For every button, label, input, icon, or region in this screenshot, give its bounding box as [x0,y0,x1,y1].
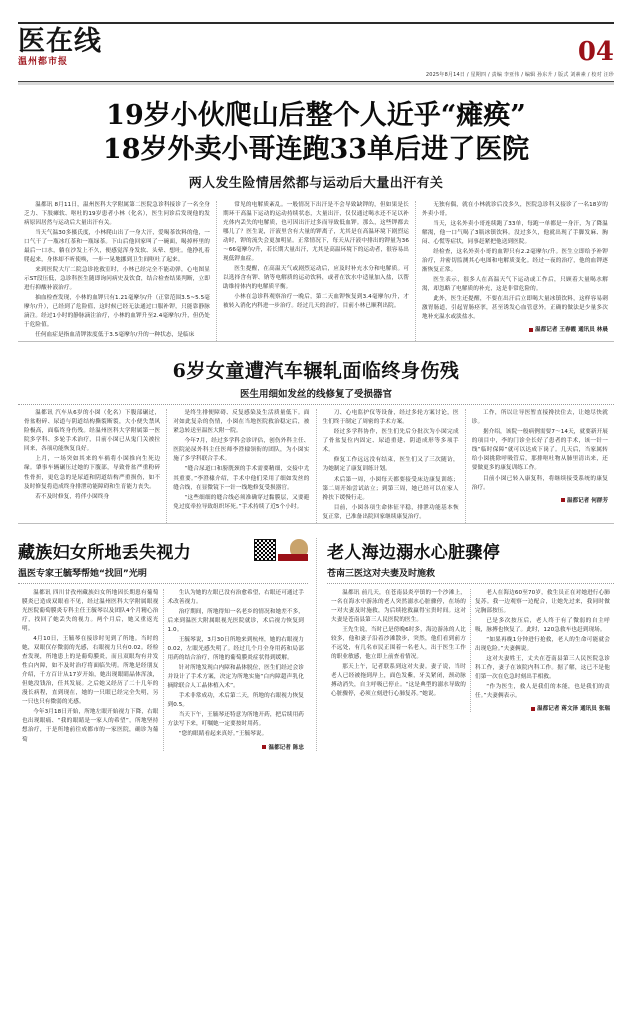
paragraph: “作为医生，救人是我们的本能，也是我们的责任。”夫妻俩表示。 [475,684,610,700]
article1-byline [422,325,608,333]
article1-column-3 [415,201,614,342]
byline-marker-icon [561,498,565,502]
article3-col2-text [168,589,305,740]
paragraph: 任何血症是指血清钾浓度低于3.5毫摩尔/升的一种状态，是临床 [35,332,195,339]
masthead-credits: 2025年8月14日 / 星期四 / 责编 李亚伟 / 编辑 孙东升 / 版式 刘素素 / 校对 汪珍 [425,72,614,78]
paragraph: 4月10日，王毓琴在接诊时见到了所地。当时的她，双眼仅存微弱的光感，右眼视力只有0.02。经检查发现，所地患上的是葡萄膜炎，而且双眼均有并发性白内障，如不及时治疗将面临失明。所地是经朋友介绍，千方百计从17岁开始，她出现眼睛晶体浑浊，但她没钱治，任其发展。之后她又经历了二十几年的漫长病程，直到现在，她的一只眼已经完全失明，另一只也只有微弱的光感。 [22,636,159,706]
article1-headline-line2: 18岁外卖小哥连跑33单后进了医院 [102,133,530,165]
article3-byline [168,743,305,751]
paragraph: 温都讯 8月11日，温州医科大学附属第二医院急诊科接诊了一名全身乏力、下肢瘫软、呕吐的19岁患者小林（化名），医生问诊后发现他的发病原因居然与运动后大量出汗有关。 [24,201,210,226]
paragraph: 医生提醒，在高温天气或剧烈运动后，应及时补充水分和电解质。可以选择含有钾、钠等电解质的运动饮料，或者在饮水中适量加入盐，以帮助维持体内的电解质平衡。 [223,265,409,290]
bottom-articles [18,532,614,751]
masthead-bottom-rule [18,81,614,85]
paragraph: 抽血检查发现，小林的血钾只有1.21毫摩尔/升（正常范围3.5~5.5毫摩尔/升），已经到了危险值，这时候已经无法通过口服补钾，只能靠静脉滴注。经过1小时的静脉滴注治疗，小林的血钾升至2.4毫摩尔/升，但仍处于危险值。 [24,294,210,329]
article1-columns [18,201,614,342]
paragraph: “您的眼睛看起来真好。”王毓琴说。 [178,731,268,738]
byline-marker-icon [531,707,535,711]
paragraph: 王毓琴说，3月30日所地来到杭州，她的右眼视力0.02，左眼光感失明了。经过几个月全身用药和局部用药的结合治疗，所地的葡萄膜炎症状得到缓解。 [167,637,304,662]
paragraph: 据介绍，该院一般病例需要7～14天，就要新开展的项目中，李的门诊全长好了患者的手术，该一针一线“临时保障”就可以达成下岗了。几天后，当家属转给小囡挑除呼吸管后，那排呕吐物从肺里清出来，还要做更多的康复训练工作。 [471,429,608,472]
paragraph: 常见的电解质紊乱。一般情况下出汗是不会导致缺钾的，但如果是长期环干高温下运动的运动持续状态，大量出汗，仅仅通过喝水还不足以补充体内丢失的电解质，也可因出汗过多而导致低血钾。那么，这些钾都去哪儿了？医生说，汗液里含有大量的钾离子，尤其是在高温环境下剧烈运动时，钾的流失会更加明显。正常情况下，每天从汗液中排出的钾量为36～66毫摩尔/升，若长期大量出汗，尤其是高温环境下的运动者，很容易出现低钾血症。 [223,201,409,262]
article4-rule [327,583,614,584]
paragraph: 这对夫妻姓王，丈夫在苍南县第三人民医院急诊科工作，妻子在该院内科工作。据了解，这已不是他们第一次在危急时刻出手相救。 [475,656,610,681]
paragraph: 上月，一场突如其来的车祸将小囡推向生死边缘。肇事车辆碾压过她的下腹部，导致骨盆严重粉碎性骨折，更危急的是尿道和阴道结构严重损伤，如不及时修复将造成终身排泄功能障碍和生育能力丧失。 [24,456,161,490]
article-tibetan-woman [18,538,316,751]
article1-column-1 [18,201,216,342]
article3-byline-text: 温都记者 陈忠 [268,744,304,751]
paragraph: 刀、心电监护仪等设备，经过多轮方案讨论，医生们终于制定了周密的手术方案。 [322,410,459,426]
paragraph: 当天下午，王毓琴还特意为所地开药，把后续用药方法写下来，叮嘱她一定要按时用药。 [167,712,304,728]
article3-columns [18,589,308,751]
article1-byline-text: 温都记者 王春霞 通讯员 林晨 [535,327,608,334]
article3-badge[interactable] [254,539,308,561]
paragraph: 手术非常成功，术后第二天，所地的右眼视力恢复到0.5。 [167,693,304,709]
article-drowning-rescue [316,538,614,751]
paragraph: 经过多学科协作，医生们先后分批次为小囡完成了骨盆复位内固定、尿道重建、阴道成形等多项手术。 [322,429,459,454]
article1-col2-text [223,201,409,312]
paragraph: 已是多次按压后，老人终于有了微弱的自主呼吸，脉搏也恢复了。此时，120急救车也赶到现场。 [475,617,610,633]
article3-rule [18,583,308,584]
paragraph: “缝合尿道口和膀胱颈的手术需要精细，交接中尤其重要。”李澄棣介绍，手术中他们采用了细如发丝的缝合线，在显微镜下一针一线地修复受损器官。 [173,466,310,491]
paragraph: “这些细细的缝合线必须准确穿过黏膜层，又要避免过度牵拉导致组织坏死。”手术持续了近5个小时。 [173,494,310,510]
paragraph: 经检查，这名外卖小哥的血钾只有2.2毫摩尔/升。医生立即给予补钾治疗，并密切监测其心电图和电解质变化。经过一夜的治疗，他的血钾逐渐恢复正常。 [422,248,608,273]
article2-subhead: 医生用细如发丝的线修复了受损器官 [239,389,392,401]
article3-col1-text [22,589,159,745]
paragraph: 工作，所以让导医暂直接搀扶住去，让她尽快就诊。 [471,410,608,426]
article4-byline-text: 温都记者 蒋文泽 通讯员 张瑞 [537,706,610,713]
paragraph: 来到医院大厅二院急诊抢救室时，小林已经完全不能动弹，心电图显示ST段压低，急诊科医生随即询问病史及饮食，结合检查结果判断，立即进行抑酸补液治疗。 [24,266,210,291]
article2-column-2 [166,409,315,523]
paragraph: 是终生排便障碍、反复感染及生活质量低下。面对如此复杂的伤情，小囡在当地医院救治稳定后，被紧急转送至温医大附一院。 [173,410,310,435]
article2-byline [472,496,608,504]
paragraph: 今年3月18日开始，所地左眼开始视力下降，右眼也出现眼痛、“我的眼睛是一家人的希望”，所地坚持想治疗，于是所地前往成都市的一家医院，确诊为葡萄 [22,709,159,743]
article4-headline: 老人海边溺水心脏骤停 [327,542,500,563]
article2-columns [18,409,614,523]
paragraph: 当天，这名外卖小哥连续跑了33单，每跑一单都是一身汗，为了降温解渴，他一口气喝了3瓶冰镇饮料。没过多久，他就出现了手脚发麻、胸闷、心慌等症状，同事赶紧把他送到医院。 [422,220,608,245]
article4-column-2 [470,589,614,713]
article2-col2-text [173,409,309,512]
article2-byline-text: 温都记者 何群芳 [566,497,608,504]
newspaper-name: 温州都市报 [18,57,69,67]
article-heatstroke [18,85,614,341]
paragraph: 小林在急诊科观察治疗一晚后，第二天血钾恢复到3.4毫摩尔/升，才被转入消化内科进一步治疗。经过几天的治疗，目前小林已顺利出院。 [223,293,409,310]
article3-column-2 [163,589,309,751]
article4-col2-text [475,589,610,702]
article1-col1-text [24,201,210,341]
masthead-top-rule [18,22,614,24]
paragraph: 温都讯 四川甘孜州藏族妇女所地因长期患有葡萄膜炎已造成双眼看不见，经过温州医科大学附属眼视光医院葡萄膜炎专科主任王毓琴以及团队4个月精心治疗，找回了她丢失的视力。两个月后，她又重返光明。 [22,589,159,632]
paragraph: 生认为她的左眼已没有治愈希望，右眼还可通过手术改善视力。 [167,589,304,605]
article4-column-1 [327,589,470,713]
article-girl-surgery [18,350,614,523]
article1-column-2 [216,201,415,342]
article1-subhead: 两人发生险情居然都与运动后大量出汗有关 [188,175,444,191]
paragraph: 温都讯 汽车从6岁的小囡（化名）下腹部碾过，骨盆粉碎、尿道与阴道结构撕裂断裂，大小便失禁风险极高，面临终身伤残。经温州医科大学附属第一医院多学科、多轮手术治疗，目前小囡已从鬼门关被拉回来，各项功能恢复良好。 [24,410,161,453]
paragraph: 老人在海边60至70岁，救生员正在对她进行心肺复苏。我一边观察一边配合，让她先过来，我同时做完胸部按压。 [475,589,610,614]
article4-subhead: 苍南三医这对夫妻及时施救 [327,568,436,579]
paragraph: 针对所地发现白内障和晶体脱位，医生们经过会诊并设计了手术方案，决定为所地实施“白内障超声乳化摘除联合人工晶体植入术”。 [167,665,304,690]
paragraph: 目前小囡已转入康复科，将继续接受系统的康复治疗。 [471,475,608,491]
paragraph: 术后第一周，小囡每天都要接受床边康复训练；第二周开始尝试站立；到第三周，她已经可以在家人搀扶下缓慢行走。 [322,476,459,501]
masthead [18,0,614,85]
article4-byline [475,704,610,712]
paragraph: 王先生说，当时已是傍晚6时多，海边游泳的人比较多，他和妻子沿着沙滩散步，突然，他们看到前方不远处，有几名市民正围着一名老人，出于医生工作的职业敏感，他立即上前查看情况。 [331,626,466,661]
paragraph: 此外，医生还提醒，不要在出汗后立即喝大量冰镇饮料，这样容易刺激胃肠道，引起胃肠痉挛，甚至诱发心血管意外。正确的做法是少量多次地补充温水或淡盐水。 [422,295,608,321]
paragraph: 修复工作远远没有结束，医生们又了三次随访，为她制定了康复训练计划。 [322,457,459,473]
paragraph: 无独有偶，就在小林就诊后没多久，医院急诊科又接诊了一名18岁的外卖小哥。 [422,201,608,217]
article1-headline [18,99,614,167]
paragraph: 今年7月，经过多学科会诊评估，创伤外科主任、医院泌尿外科主任医师李澄棣领衔的团队，为小囡实施了多学科联合手术。 [173,438,310,463]
paragraph: 若不及时修复，将伴小囡终身 [35,493,110,500]
section-title: 医在线 [18,26,102,57]
article1-headline-line1: 19岁小伙爬山后整个人近乎“瘫痪” [106,100,526,131]
paragraph: 温都讯 前几天，在苍南县炎亭镇的一个沙滩上，一名在海水中游泳的老人突然溺水心脏骤停，在场的一对夫妻及时施救，为后续抢救赢得宝贵时间。这对夫妻是苍南县第三人民医院的医生。 [331,589,466,623]
article1-col3-text [422,201,608,323]
paragraph: 治疗期间，所地得知一名老乡的情况和她差不多，后来到温医大附属眼视光医院就诊，术后视力恢复到1.0。 [167,608,304,633]
article4-columns [327,589,614,713]
section-divider-2 [18,523,614,524]
paragraph: 医生表示，很多人在高温天气下运动或工作后，只顾着大量喝水解渴，却忽略了电解质的补充，这是非常危险的。 [422,276,608,292]
article2-column-4 [465,409,614,523]
byline-marker-icon [529,328,533,332]
paragraph: 目前，小囡各项生命体征平稳，排泄功能基本恢复正常，已准备出院回家继续康复治疗。 [322,504,459,520]
paragraph: 那天上午，记者联系到这对夫妻。妻子说，当时老人已经被拖到岸上，面色发紫，牙关紧闭，颈动脉搏动消失，自主呼吸已停止。“这是典型的溺水导致的心脏骤停，必须立刻进行心肺复苏。”她说。 [331,664,466,698]
article2-column-1 [18,409,166,523]
brand-block [18,28,102,67]
article4-col1-text [331,589,466,700]
article2-col1-text [24,409,160,501]
qr-code-icon[interactable] [254,539,276,561]
article3-headline: 藏族妇女所地丢失视力 [18,542,191,563]
article2-column-3 [316,409,465,523]
page-number: 04 [577,37,614,67]
charity-logo-icon [278,539,308,561]
section-divider-1 [18,341,614,342]
article2-col4-text [472,409,608,492]
paragraph: 当天气温30多摄氏度，小林爬山出了一身大汗，爱喝茶饮料的他，一口气干了一瓶冰红茶和一瓶绿茶。下山后他回家叫了一碗面，喝掉杯里的最后一口水，躺在沙发上不久，便感觉浑身发软、头晕、想吐。他挣扎着爬起来，身体却不听使唤，一步一晃地挪到卫生间呕吐了起来。 [24,229,210,263]
paragraph: “如果再晚1分钟进行抢救，老人的生命可能就会出现危险。”夫妻俩说。 [475,637,610,653]
article2-col3-text [323,409,459,522]
article2-headline: 6岁女童遭汽车辗轧面临终身伤残 [172,360,460,383]
article3-subhead: 温医专家王毓琴帮她“找回”光明 [18,568,147,579]
byline-marker-icon [262,745,266,749]
article3-column-1 [18,589,163,751]
